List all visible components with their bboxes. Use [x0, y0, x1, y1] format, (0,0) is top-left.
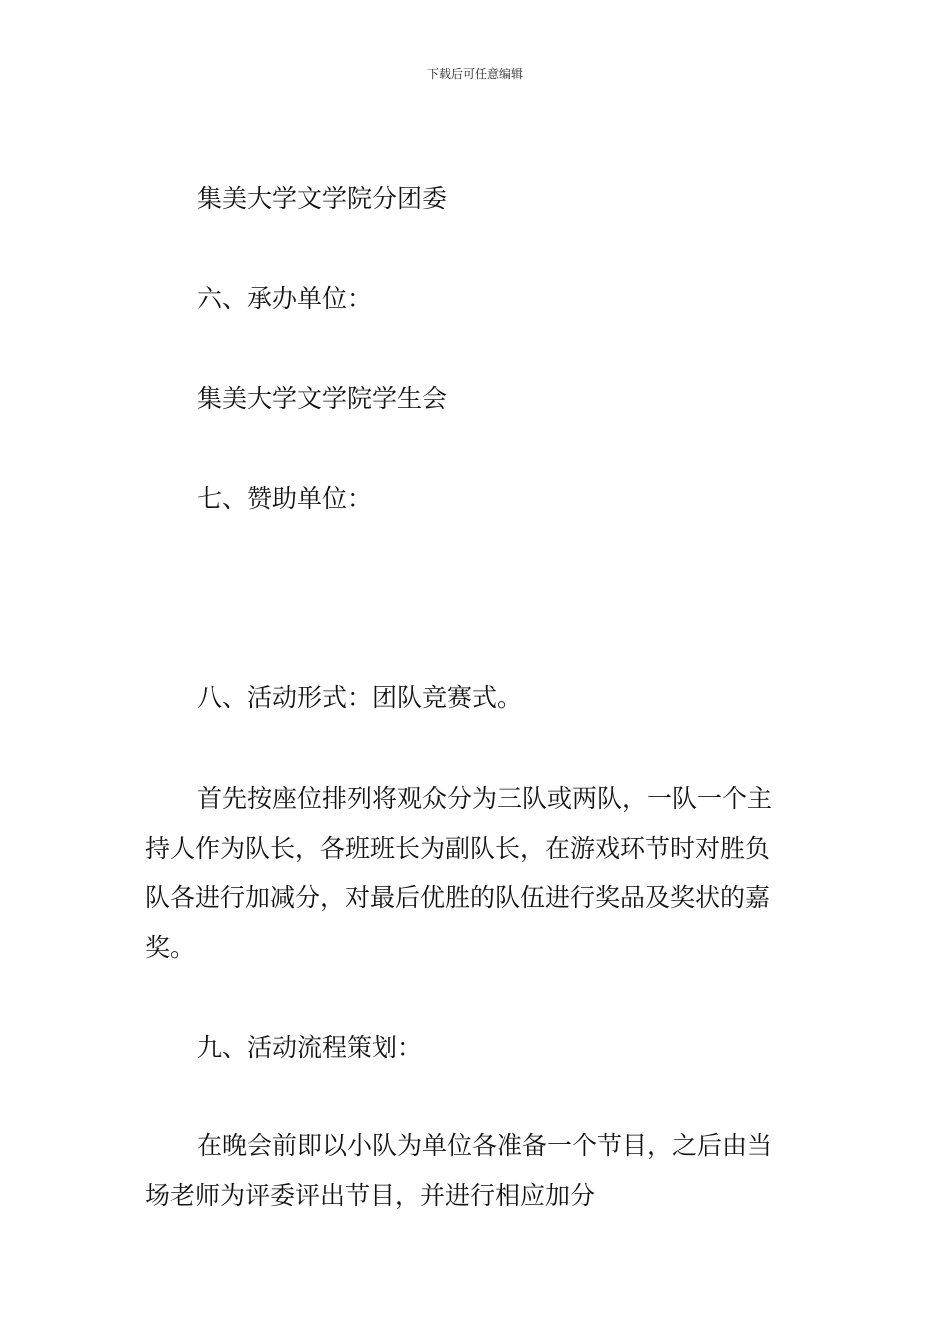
- section-nine-heading: 九、活动流程策划：: [197, 1033, 423, 1062]
- organizer-text: 集美大学文学院分团委: [197, 184, 448, 213]
- paragraph-line: 队各进行加减分，对最后优胜的队伍进行奖品及奖状的嘉: [145, 883, 771, 912]
- paragraph-line: 奖。: [145, 933, 196, 962]
- paragraph-line: 场老师为评委评出节目，并进行相应加分: [145, 1181, 596, 1210]
- section-six-heading: 六、承办单位：: [197, 284, 373, 313]
- paragraph-line: 首先按座位排列将观众分为三队或两队，一队一个主: [197, 784, 773, 813]
- page-header: 下载后可任意编辑: [426, 67, 523, 81]
- paragraph-line: 持人作为队长，各班班长为副队长，在游戏环节时对胜负: [145, 834, 771, 863]
- paragraph-line: 在晚会前即以小队为单位各准备一个节目，之后由当: [197, 1131, 773, 1160]
- section-eight-heading: 八、活动形式：团队竞赛式。: [197, 683, 523, 712]
- section-seven-heading: 七、赞助单位：: [197, 484, 373, 513]
- host-unit-text: 集美大学文学院学生会: [197, 384, 448, 413]
